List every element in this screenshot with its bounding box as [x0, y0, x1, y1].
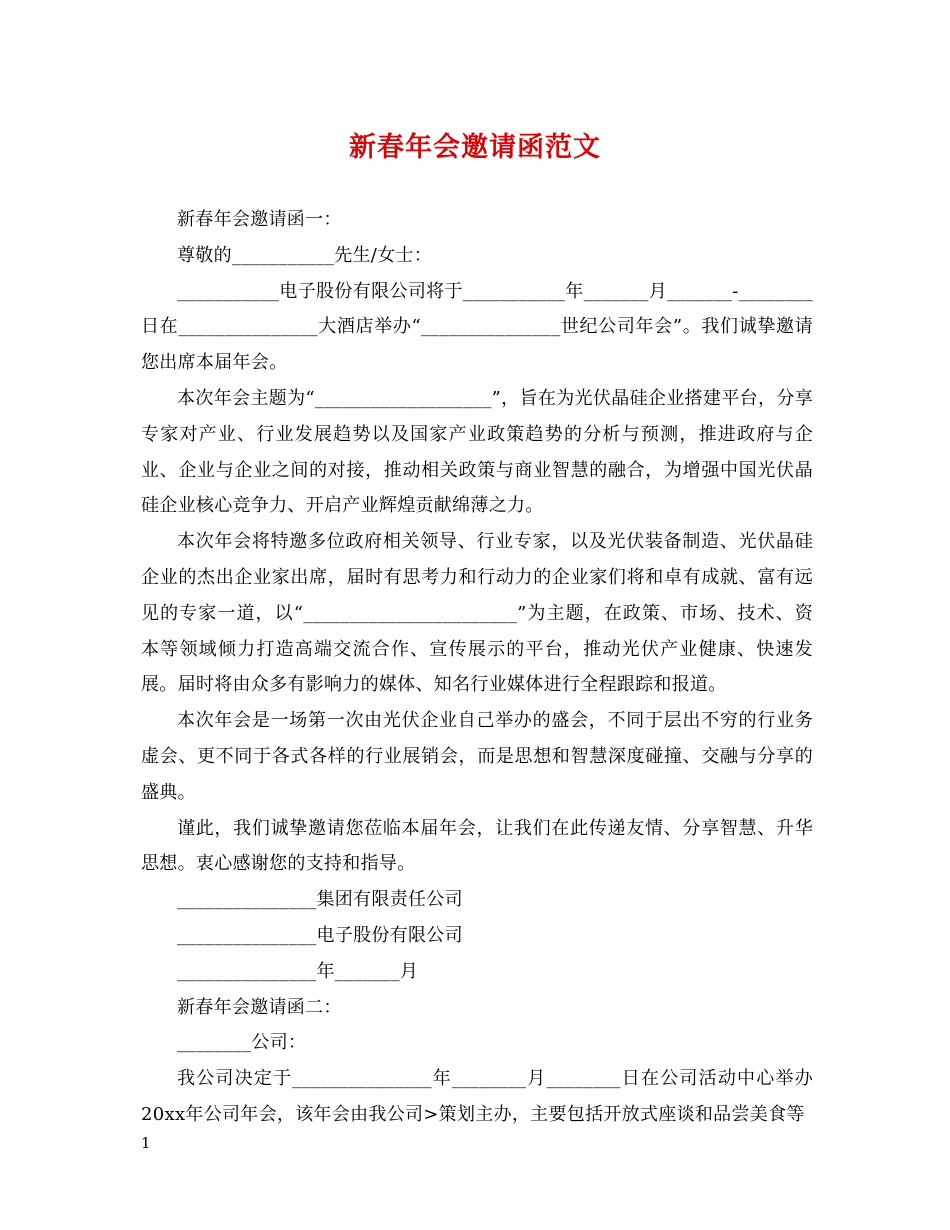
letter-two-heading: 新春年会邀请函二： [177, 996, 342, 1018]
paragraph-event-announcement: ___________电子股份有限公司将于___________年_______月_______-________日在_______________大酒店举办“_______________世纪公司年会”。我们诚挚邀请您出席本届年会。 [141, 280, 813, 374]
page-number: 1 [141, 1134, 151, 1152]
letter-one-heading: 新春年会邀请函一： [177, 209, 342, 230]
signature-electronics-company: _______________电子股份有限公司 [177, 924, 463, 946]
document-title: 新春年会邀请函范文 [349, 132, 601, 163]
document-body [141, 202, 813, 1133]
signature-group-company: _______________集团有限责任公司 [177, 889, 463, 911]
signature-date: _______________年_______月 [177, 960, 419, 982]
paragraph-letter-two-body: 我公司决定于_______________年________月________日在公司活动中心举办20xx年公司年会，该年会由我公司>策划主办，主要包括开放式座谈和品尝美食等 [141, 1068, 813, 1125]
letter-two-salutation: ________公司： [177, 1032, 307, 1054]
salutation: 尊敬的___________先生/女士： [177, 244, 433, 266]
paragraph-theme: 本次年会主题为“___________________”，旨在为光伏晶硅企业搭建平台，分享专家对产业、行业发展趋势以及国家产业政策趋势的分析与预测，推进政府与企业、企业与企业之间的对接，推动相关政策与商业智慧的融合，为增强中国光伏晶硅企业核心竞争力、开启产业辉煌贡献绵薄之力。 [141, 387, 813, 517]
paragraph-guests: 本次年会将特邀多位政府相关领导、行业专家，以及光伏装备制造、光伏晶硅企业的杰出企业家出席，届时有思考力和行动力的企业家们将和卓有成就、富有远见的专家一道，以“_______________________”为主题，在政策、市场、技术、资本等领域倾力打造高端交流合作、宣传展示的平台，推动光伏产业健康、快速发展。届时将由众多有影响力的媒体、知名行业媒体进行全程跟踪和报道。 [141, 531, 813, 696]
paragraph-significance: 本次年会是一场第一次由光伏企业自己举办的盛会，不同于层出不穷的行业务虚会、更不同于各式各样的行业展销会，而是思想和智慧深度碰撞、交融与分享的盛典。 [141, 710, 813, 803]
paragraph-closing: 谨此，我们诚挚邀请您莅临本届年会，让我们在此传递友情、分享智慧、升华思想。衷心感谢您的支持和指导。 [141, 817, 813, 875]
